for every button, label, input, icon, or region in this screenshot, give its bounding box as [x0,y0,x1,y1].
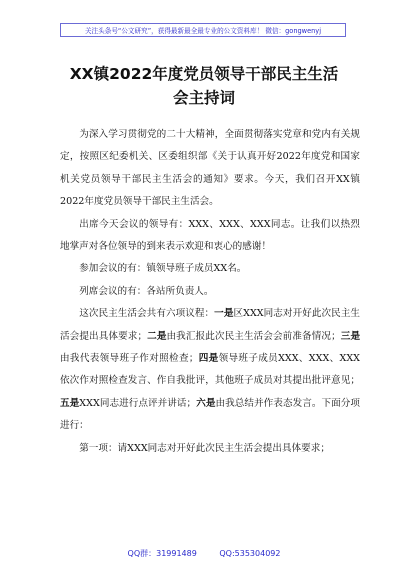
agenda-text: 这次民主生活会共有六项议程： [79,308,215,320]
agenda-item-4-marker: 四是 [198,353,219,365]
agenda-item-2-marker: 二是 [147,330,167,342]
promo-banner: 关注头条号“公文研究”，获得最新最全最专业的公文资料库！ 微信：gongwenyj [60,23,346,37]
document-body [60,124,360,460]
agenda-text: 区XXX同志对开好此次民主生活会提出具体要求； [60,308,361,342]
agenda-item-5-marker: 五是 [60,397,80,409]
agenda-text: 由我总结并作表态发言。下面分项进行： [60,397,361,432]
document-title-line-1: XX镇2022年度党员领导干部民主生活 [69,65,339,83]
agenda-item-3-marker: 三是 [340,330,361,342]
paragraph-attendees: 参加会议的有：镇领导班子成员XX名。 [79,263,247,275]
agenda-text: 领导班子成员XXX、XXX、XXX依次作对照检查发言、作自我批评，其他班子成员对其提出批评意见； [60,353,361,387]
page-footer [0,548,408,559]
paragraph-agenda [60,303,360,437]
paragraph-leaders: 出席今天会议的领导有：XXX、XXX、XXX同志。让我们以热烈地掌声对各位领导的到来表示欢迎和衷心的感谢！ [60,218,360,253]
agenda-text: XXX同志进行点评并讲话； [79,397,197,409]
agenda-text: 由我汇报此次民主生活会会前准备情况； [166,330,341,342]
paragraph-observers: 列席会议的有：各站所负责人。 [79,285,214,297]
document-title-line-2: 会主持词 [172,89,235,107]
footer-qq-group: QQ群：31991489 [127,549,197,558]
agenda-text: 由我代表领导班子作对照检查； [60,353,199,365]
agenda-item-6-marker: 六是 [196,397,216,409]
paragraph-intro: 为深入学习贯彻党的二十大精神，全面贯彻落实党章和党内有关规定，按照区纪委机关、区委组织部《关于认真开好2022年度党和国家机关党员领导干部民主生活会的通知》要求。今天，我们召开XX镇2022年度党员领导干部民主生活会。 [60,129,360,208]
agenda-item-1-marker: 一是 [214,308,234,320]
paragraph-first-item: 第一项：请XXX同志对开好此次民主生活会提出具体要求； [79,442,330,454]
footer-qq: QQ:535304092 [219,549,281,558]
